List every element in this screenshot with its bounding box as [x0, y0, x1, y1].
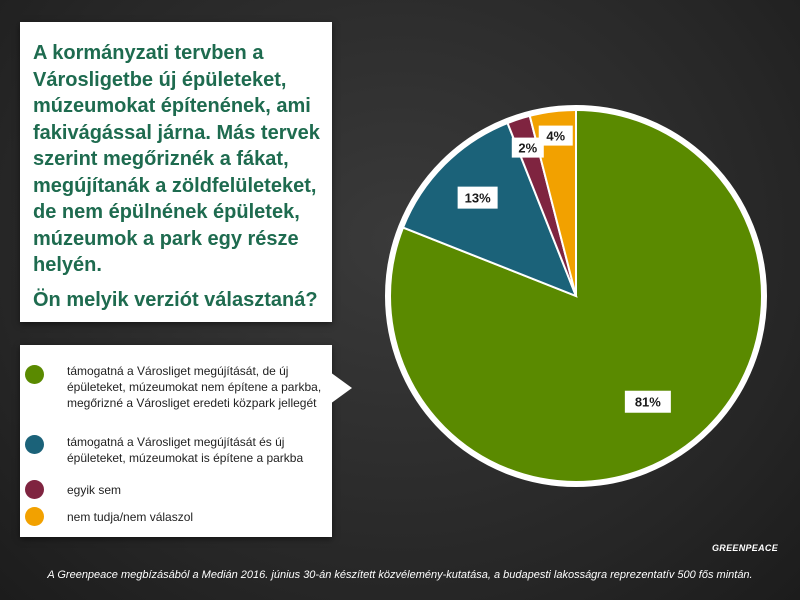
- legend-label: támogatná a Városliget megújítását, de új épületeket, múzeumokat nem építene a parkba, megőrizné a Városliget eredeti közpark jellegét: [67, 364, 322, 410]
- legend-label: egyik sem: [67, 483, 122, 497]
- footer-note: A Greenpeace megbízásából a Medián 2016. június 30-án készített közvélemény-kutatása, a budapesti lakosságra reprezentatív 500 fős mintán.: [47, 569, 753, 581]
- legend-box: [20, 345, 332, 537]
- legend-pointer: [330, 372, 352, 404]
- pie-label-text: 2%: [518, 140, 538, 156]
- question-ask: Ön melyik verziót választaná?: [33, 288, 318, 311]
- legend-dot-green: [25, 365, 44, 384]
- pie-label-text: 13%: [464, 190, 491, 206]
- pie-chart: [360, 80, 800, 520]
- pie-label-13: [458, 187, 498, 209]
- pie-label-81: [625, 391, 671, 413]
- question-box: [20, 22, 332, 322]
- pie-label-4: [539, 126, 573, 146]
- question-text: A kormányzati tervben a Városligetbe új épületeket, múzeumokat építenének, ami fakivágással járna. Más tervek szerint megőriznék a fákat, megújítanák a zöldfelületeket, de nem épülnének épületek, múzeumok a park egy része helyén.: [33, 42, 320, 276]
- pie-svg: [360, 80, 800, 520]
- pie-label-text: 4%: [546, 128, 566, 144]
- legend-label: támogatná a Városliget megújítását és új épületeket, múzeumokat is építene a parkba: [67, 435, 304, 465]
- pie-label-text: 81%: [634, 394, 661, 410]
- legend-label: nem tudja/nem válaszol: [67, 510, 194, 524]
- greenpeace-logo: GREENPEACE: [712, 543, 779, 553]
- legend-dot-blue: [25, 435, 44, 454]
- legend-dot-maroon: [25, 480, 44, 499]
- legend-dot-orange: [25, 507, 44, 526]
